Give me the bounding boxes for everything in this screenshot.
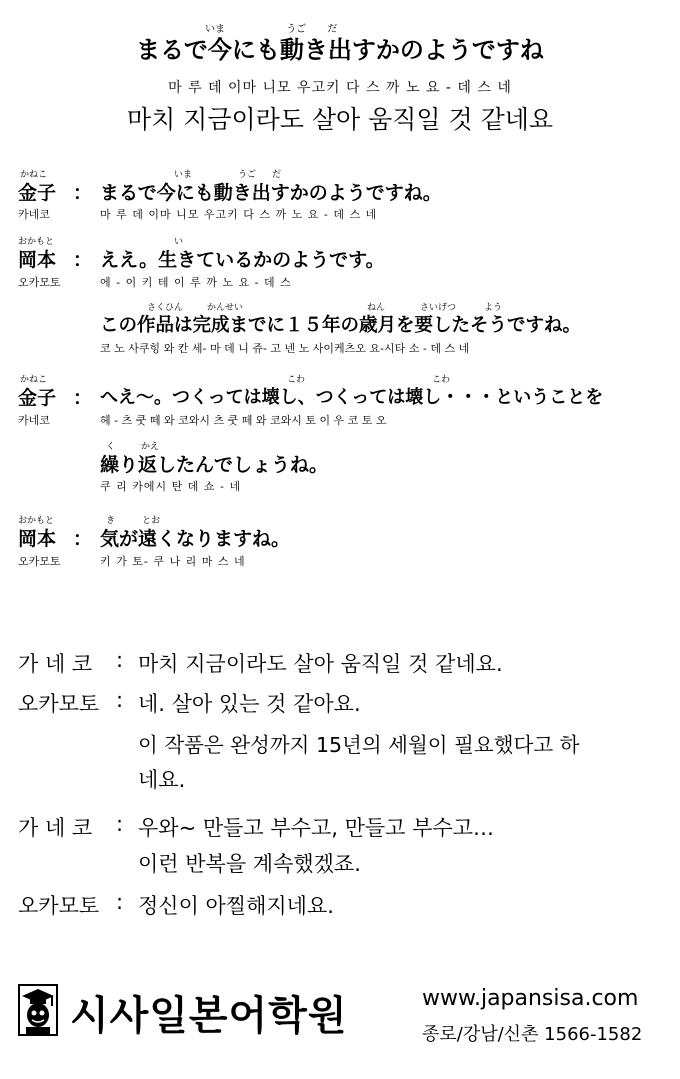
graduate-mascot-icon: [18, 984, 58, 1036]
speaker-reading: 오카모토: [18, 276, 61, 289]
brand-logo-text: 시사일본어학원: [70, 993, 348, 1039]
speaker-colon: ：: [73, 528, 93, 550]
dialogue-line-jp: この作品は完成までに１５年の歳月を要したそうですね。: [100, 315, 582, 336]
kr-speaker: 오카모토: [18, 894, 100, 918]
line-furigana: き: [106, 516, 116, 526]
line-furigana: とお: [142, 516, 161, 526]
kr-line: 마치 지금이라도 살아 움직일 것 같네요.: [138, 652, 503, 676]
kr-line: 네요.: [138, 768, 186, 792]
line-reading: 마 루 데 이마 니모 우고키 다 스 까 노 요 - 데 스 네: [100, 208, 378, 221]
line-reading: 코 노 사쿠힝 와 칸 세- 마 데 니 쥬- 고 넨 노 사이케츠오 요-시타 소 - 데 스 네: [100, 342, 470, 355]
kr-speaker: 가 네 코: [18, 816, 93, 840]
branches-phone: 종로/강남/신촌 1566-1582: [422, 1024, 643, 1045]
speaker-name: 金子: [18, 387, 57, 409]
speaker-colon: ：: [73, 182, 93, 204]
speaker-colon: ：: [73, 387, 93, 409]
kr-line: 정신이 아찔해지네요.: [138, 894, 334, 918]
kr-line: 우와~ 만들고 부수고, 만들고 부수고…: [138, 816, 494, 840]
kr-colon: :: [116, 890, 124, 914]
speaker-reading: 카네코: [18, 414, 50, 427]
line-reading: 에 - 이 키 테 이 루 까 노 요 - 데 스: [100, 276, 292, 289]
line-furigana: い: [174, 237, 184, 247]
speaker-name: 岡本: [18, 528, 57, 550]
speaker-furigana: かねこ: [20, 375, 48, 385]
kr-speaker: 오카모토: [18, 692, 100, 716]
line-furigana: さくひん: [147, 303, 184, 313]
line-furigana: こわ: [287, 375, 306, 385]
speaker-name: 金子: [18, 182, 57, 204]
kr-line: 네. 살아 있는 것 같아요.: [138, 692, 361, 716]
speaker-furigana: おかもと: [18, 516, 55, 526]
furigana-da: だ: [327, 24, 338, 35]
line-reading: 키 가 토- 쿠 나 리 마 스 네: [100, 555, 246, 568]
kr-line: 이런 반복을 계속했겠죠.: [138, 852, 361, 876]
website-url[interactable]: www.japansisa.com: [422, 986, 639, 1011]
line-furigana: く: [106, 442, 116, 452]
line-furigana: ねん: [367, 303, 386, 313]
kr-colon: :: [116, 812, 124, 836]
speaker-furigana: おかもと: [18, 237, 55, 247]
furigana-ugo: うご: [286, 24, 307, 35]
line-furigana: さいげつ: [420, 303, 457, 313]
dialogue-line-jp: まるで今にも動き出すかのようですね。: [100, 182, 442, 204]
speaker-furigana: かねこ: [20, 170, 48, 180]
line-reading: 쿠 리 카에시 탄 데 쇼 - 네: [100, 480, 242, 493]
line-furigana: いま: [174, 170, 193, 180]
kr-line: 이 작품은 완성까지 15년의 세월이 필요했다고 하: [138, 733, 580, 757]
line-furigana: うご: [238, 170, 257, 180]
line-reading: 헤 - 츠 쿳 떼 와 코와시 츠 쿳 떼 와 코와시 토 이 우 코 토 오: [100, 414, 387, 427]
line-furigana: かえ: [141, 442, 160, 452]
dialogue-line-jp: 繰り返したんでしょうね。: [100, 454, 329, 476]
line-furigana: よう: [484, 303, 503, 313]
page-title-reading: 마 루 데 이마 니모 우고키 다 스 까 노 요 - 데 스 네: [168, 80, 512, 96]
dialogue-line-jp: へえ～。つくっては壊し、つくっては壊し・・・ということを: [100, 387, 604, 408]
speaker-reading: 오카모토: [18, 555, 61, 568]
kr-speaker: 가 네 코: [18, 652, 93, 676]
speaker-name: 岡本: [18, 249, 57, 271]
page-title-jp: まるで今にも動き出すかのようですね: [136, 36, 544, 64]
dialogue-line-jp: 気が遠くなりますね。: [100, 528, 291, 550]
page-title-kr: 마치 지금이라도 살아 움직일 것 같네요: [126, 105, 554, 134]
line-furigana: だ: [272, 170, 282, 180]
line-furigana: かんせい: [207, 303, 244, 313]
dialogue-line-jp: ええ。生きているかのようです。: [100, 249, 385, 271]
line-furigana: こわ: [432, 375, 451, 385]
kr-colon: :: [116, 648, 124, 672]
speaker-reading: 카네코: [18, 208, 50, 221]
kr-colon: :: [116, 688, 124, 712]
speaker-colon: ：: [73, 249, 93, 271]
furigana-ima: いま: [205, 24, 225, 35]
